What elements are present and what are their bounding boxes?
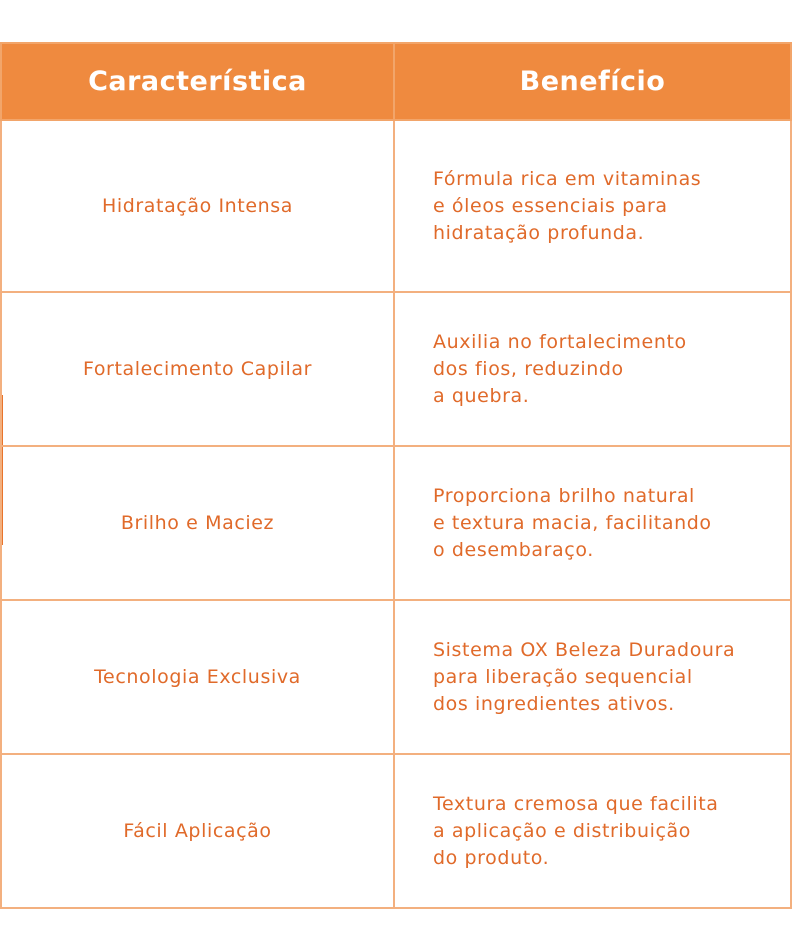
benefit-cell: Proporciona brilho natural e textura macia, facilitando o desembaraço.	[394, 446, 791, 600]
table-row	[1, 292, 791, 446]
table-row	[1, 600, 791, 754]
benefit-cell: Fórmula rica em vitaminas e óleos essenciais para hidratação profunda.	[394, 120, 791, 292]
benefit-cell: Auxilia no fortalecimento dos fios, reduzindo a quebra.	[394, 292, 791, 446]
feature-cell: Fácil Aplicação	[1, 754, 394, 908]
feature-cell: Hidratação Intensa	[1, 120, 394, 292]
header-benefit: Benefício	[394, 43, 791, 120]
header-feature: Característica	[1, 43, 394, 120]
feature-cell: Fortalecimento Capilar	[1, 292, 394, 446]
table-row	[1, 120, 791, 292]
benefit-cell: Sistema OX Beleza Duradoura para liberação sequencial dos ingredientes ativos.	[394, 600, 791, 754]
feature-cell: Brilho e Maciez	[1, 446, 394, 600]
feature-cell: Tecnologia Exclusiva	[1, 600, 394, 754]
features-table	[0, 42, 792, 909]
table-header-row	[1, 43, 791, 120]
benefit-cell: Textura cremosa que facilita a aplicação e distribuição do produto.	[394, 754, 791, 908]
table-row	[1, 446, 791, 600]
table-row	[1, 754, 791, 908]
